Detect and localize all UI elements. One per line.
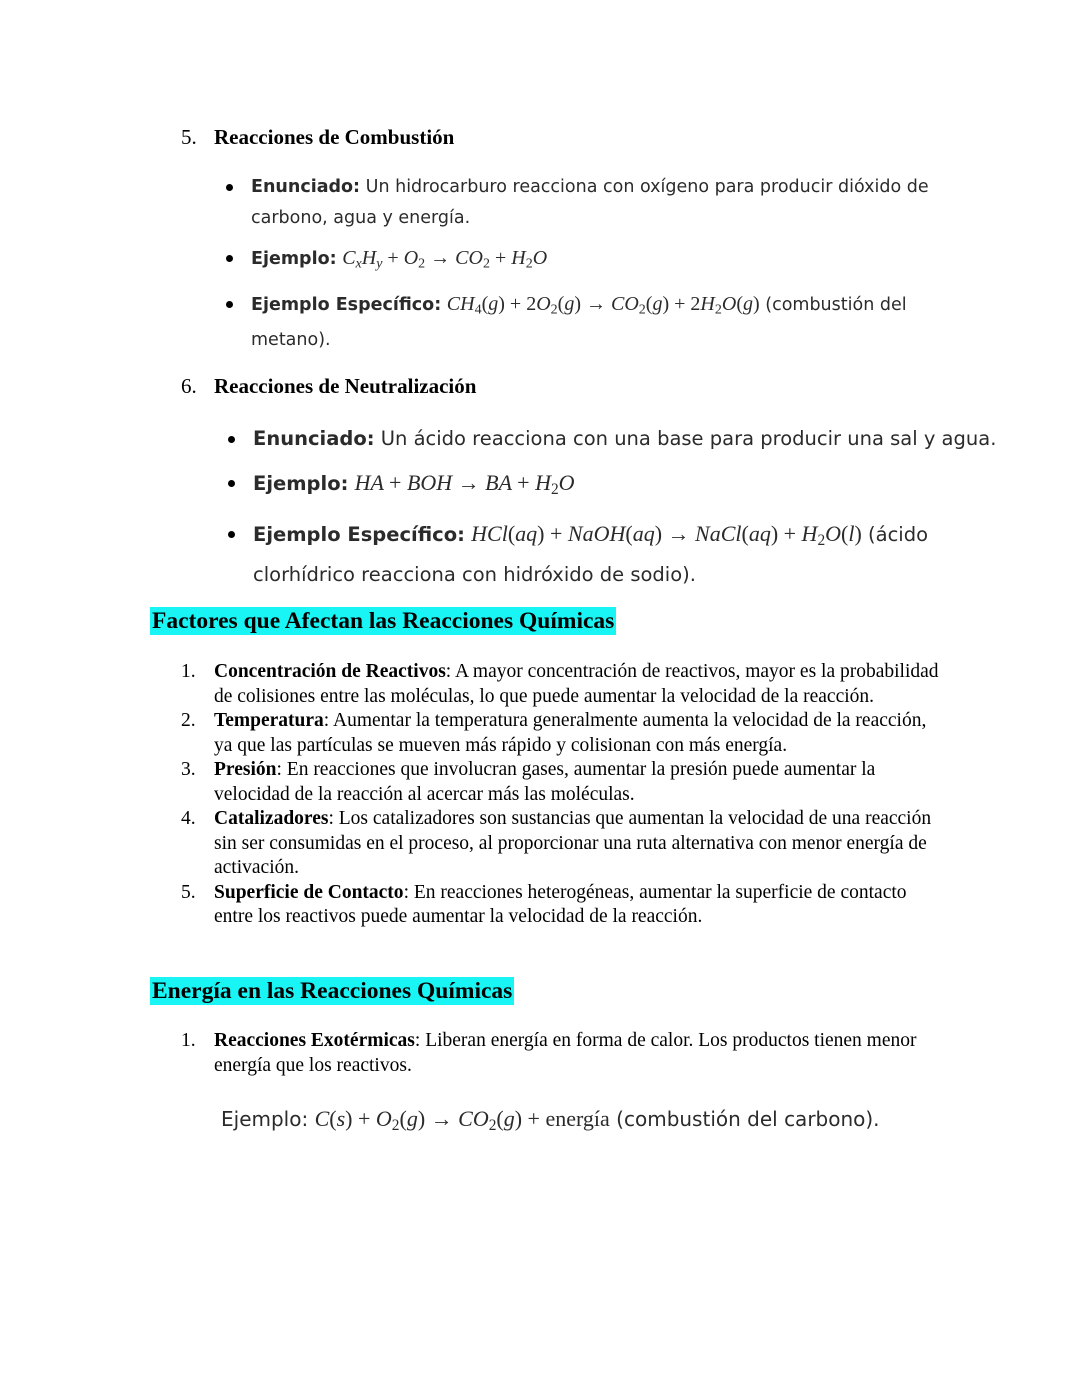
list-item	[181, 758, 941, 807]
list-item	[251, 289, 991, 357]
ejemplo-especifico-note: (combustión del metano).	[251, 294, 907, 350]
list-item	[251, 172, 991, 234]
item-number: 1.	[181, 661, 196, 682]
neutralization-bullets	[253, 422, 1033, 602]
neutralization-general-equation: HA + BOH → BA + $H_2O$	[354, 470, 575, 498]
enunciado-text: Un hidrocarburo reacciona con oxígeno para producir dióxido de carbono, agua y energía.	[251, 177, 929, 228]
energia-word: energía	[545, 1106, 610, 1131]
carbon-combustion-example	[221, 1106, 880, 1135]
list-item	[253, 422, 1033, 456]
item-term: Superficie de Contacto	[214, 881, 404, 903]
item-term: Presión	[214, 759, 277, 780]
energia-heading: Energía en las Reacciones Químicas	[152, 978, 513, 1004]
methane-combustion-equation: $CH_4(g) + 2O_2(g) \to CO_2(g) + 2H_2O(g)$	[446, 292, 760, 317]
item-text: : En reacciones que involucran gases, aumentar la presión puede aumentar la velocidad de la reacción al acercar más las moléculas.	[214, 759, 876, 805]
ejemplo-especifico-note: (ácido clorhídrico reacciona con hidróxido de sodio).	[253, 522, 929, 586]
section-number: 6.	[181, 374, 197, 398]
item-text: : A mayor concentración de reactivos, mayor es la probabilidad de colisiones entre las moléculas, lo que puede aumentar la velocidad de la reacción.	[214, 661, 939, 707]
item-term: Temperatura	[214, 710, 324, 731]
item-text: : En reacciones heterogéneas, aumentar la superficie de contacto entre los reactivos puede aumentar la velocidad de la reacción.	[214, 881, 907, 927]
enunciado-label: Enunciado:	[253, 427, 375, 450]
hcl-naoh-equation: HCl(aq) + NaOH(aq) → NaCl(aq) + $H_2O(l)$	[471, 520, 862, 549]
item-text: : Aumentar la temperatura generalmente aumenta la velocidad de la reacción, ya que las partículas se mueven más rápido y colisionan con más energía.	[214, 710, 927, 756]
ejemplo-especifico-label: Ejemplo Específico:	[251, 294, 442, 315]
combustion-bullets	[251, 172, 991, 365]
energia-list	[181, 1029, 941, 1078]
list-item	[181, 807, 941, 881]
item-term: Reacciones Exotérmicas	[214, 1030, 415, 1051]
item-text: : Liberan energía en forma de calor. Los productos tienen menor energía que los reactivos.	[214, 1030, 917, 1076]
list-item	[181, 881, 941, 930]
ejemplo-note: (combustión del carbono).	[616, 1107, 880, 1131]
ejemplo-label: Ejemplo:	[221, 1107, 309, 1131]
factores-list	[181, 660, 941, 930]
item-number: 1.	[181, 1030, 196, 1051]
section-title-text: Reacciones de Neutralización	[214, 374, 477, 398]
section-5-title	[181, 125, 454, 150]
list-item	[253, 517, 1033, 592]
item-term: Catalizadores	[214, 808, 329, 829]
ejemplo-label: Ejemplo:	[251, 249, 337, 269]
list-item	[253, 466, 1033, 507]
ejemplo-especifico-label: Ejemplo Específico:	[253, 522, 465, 546]
item-number: 5.	[181, 881, 196, 903]
item-number: 3.	[181, 759, 196, 780]
item-text: : Los catalizadores son sustancias que aumentan la velocidad de una reacción sin ser consumidas en el proceso, al proporcionar una ruta alternativa con menor energía de activación.	[214, 808, 932, 878]
list-item	[181, 660, 941, 709]
section-number: 5.	[181, 125, 197, 149]
section-title-text: Reacciones de Combustión	[214, 125, 455, 149]
enunciado-text: Un ácido reacciona con una base para producir una sal y agua.	[380, 427, 997, 450]
list-item	[181, 709, 941, 758]
item-number: 2.	[181, 710, 196, 731]
item-term: Concentración de Reactivos	[214, 661, 446, 682]
ejemplo-label: Ejemplo:	[253, 472, 349, 495]
factores-heading: Factores que Afectan las Reacciones Químicas	[152, 608, 615, 634]
list-item	[181, 1029, 941, 1078]
enunciado-label: Enunciado:	[251, 177, 361, 197]
section-6-title	[181, 374, 476, 399]
combustion-general-equation: $C_xH_y + O_2 \to CO_2 + H_2O$	[342, 247, 548, 272]
carbon-combustion-equation: $C(s) + O_2(g) \to CO_2(g)$ + energía	[314, 1106, 610, 1134]
item-number: 4.	[181, 808, 196, 829]
list-item	[251, 243, 991, 280]
